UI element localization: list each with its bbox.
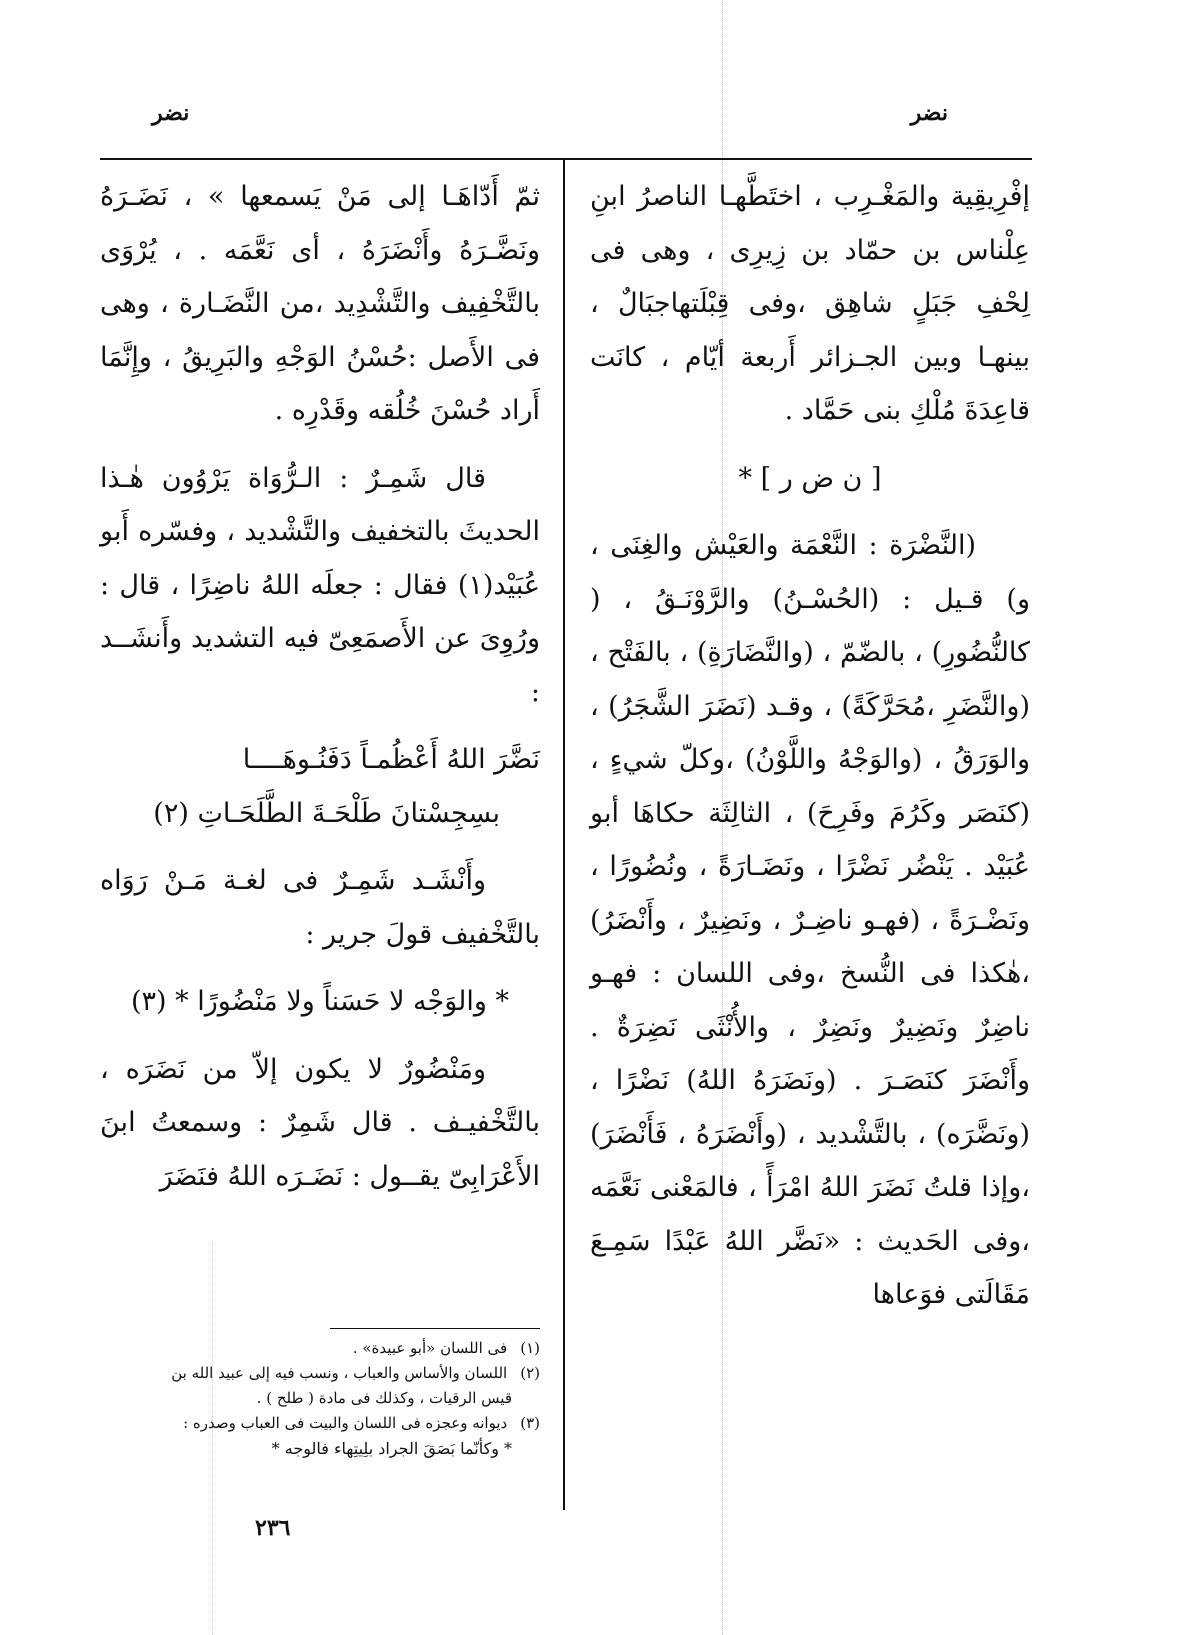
left-paragraph-1: ثمّ أَدّاهَـا إلى مَنْ يَسمعها » ، نَضَـرَهُ ونَضَّـرَهُ وأَنْضَرَهُ ، أى نَعَّمَه . ، يُرْوَى بالتَّخْفِيف والتَّشْدِيد ،من النَّضَـارة ، وهى فى الأَصل :حُسْنُ الوَجْهِ والبَرِيقُ ، وإِنَّمَا أَراد حُسْنَ خُلُقه وقَدْرِه . (100, 181, 540, 426)
header-rule (100, 158, 1032, 160)
verse-line-2: بسِجِسْتانَ طَلْحَـةَ الطَّلَحَـاتِ (٢) (153, 797, 500, 829)
footnote-text: اللسان والأساس والعباب ، ونسب فيه إلى عبيد الله بن (171, 1364, 508, 1382)
page-number: ٢٣٦ (255, 1515, 291, 1541)
footnote-number: (٢) (520, 1364, 540, 1382)
column-divider (563, 158, 565, 1510)
footnote-rule (330, 1328, 540, 1329)
verse-line-1: نَضَّرَ اللهُ أَعْظُمـاً دَفَنُـوهَــــا (242, 744, 540, 775)
left-paragraph-4: ومَنْضُورٌ لا يكون إلاّ من نَضَرَه ، بالتَّخْفيـف . قال شَمِرٌ : وسمعتُ ابنَ الأَعْرَابِىّ يقــول : نَضَـرَه اللهُ فنَضَرَ (100, 1053, 540, 1192)
running-header-left: نضر (152, 100, 190, 126)
footnote-number: (٣) (520, 1414, 540, 1432)
footnotes (100, 1336, 540, 1461)
verse-line-3: * والوَجْه لا حَسَناً ولا مَنْضُورًا * (٣) (130, 986, 510, 1017)
left-paragraph-3: وأَنْشَـد شَمِـرٌ فى لغـة مَـنْ رَوَاه بالتَّخْفيف قولَ جرير : (100, 865, 540, 950)
running-header-right: نضر (910, 100, 948, 126)
right-column (590, 170, 1030, 1322)
left-paragraph-2: قال شَمِـرٌ : الـرُّوَاة يَرْوُون هٰـذا الحديثَ بالتخفيف والتَّشْديد ، وفسّره أَبو عُبَيْد(١) فقال : جعلَه اللهُ ناضِرًا ، قال : ورُوِىَ عن الأَصمَعِىّ فيه التشديد وأَنشَــد : (100, 462, 540, 708)
footnote-number: (١) (520, 1339, 540, 1357)
footnote-2 (100, 1361, 540, 1386)
root-heading: [ ن ض ر ] * (738, 462, 882, 494)
right-paragraph-1: إفْرِيقِية والمَغْـرِب ، اختَطَّهـا الناصرُ ابنِ عِلْناس بن حمّاد بن زِيرِى ، وهى فى لِحْفِ جَبَلٍ شاهِق ،وفى قِبْلَتهاجبَالٌ ، بينهـا وبين الجـزائر أَربعة أيّام ، كانَت قاعِدَةَ مُلْكِ بنى حَمَّاد . (590, 181, 1030, 426)
footnote-3 (100, 1411, 540, 1436)
footnote-text: فى اللسان «أبو عبيدة» . (352, 1339, 508, 1357)
footnote-1 (100, 1336, 540, 1361)
footnote-2-continued: قيس الرقيات ، وكذلك فى مادة ( طلح ) . (256, 1389, 512, 1407)
footnote-3-continued: * وكأنّما بَصَقَ الجراد بلِيتِهاء فالوجه * (271, 1439, 512, 1458)
left-column (100, 170, 540, 1203)
right-paragraph-2: (النَّضْرَة : النَّعْمَة والعَيْش والغِنَى ، و) قـيل : (الحُسْـنُ) والرَّوْنَـقُ ، ( كالنُّضُورِ) ، بالضّمّ ، (والنَّضَارَةِ) ، بالفَتْح ، (والنَّضَرِ ،مُحَرَّكَةً) ، وقـد (نَضَرَ الشَّجَرُ) ، والوَرَقُ ، (والوَجْهُ واللَّوْنُ) ،وكلّ شيءٍ ، (كنَصَر وكَرُمَ وفَرِحَ) ، الثالِثَة حكاهَا أبو عُبَيْد . يَنْضُر نَضْرًا ، ونَضَـارَةً ، ونُضُورًا ، ونَضْـرَةً ، (فهـو ناضِـرٌ ، ونَضِيرٌ ، وأَنْضَرُ) ،هٰكذا فى النُّسخ ،وفى اللسان : فهـو ناضِرٌ ونَضِيرٌ ونَضِرٌ ، والأُنْثَى نَضِرَةٌ . وأَنْضَرَ كنَصَـرَ . (ونَضَرَهُ اللهُ) نَضْرًا ، (ونَضَّرَه) ، بالتَّشْديد ، (وأَنْضَرَهُ ، فَأَنْضَرَ) ،وإذا قلتُ نَضَرَ اللهُ امْرَأً ، فالمَعْنى نَعَّمَه ،وفى الحَديث : «نَضَّر اللهُ عَبْدًا سَمِـعَ مَقَالَتى فوَعاها (590, 530, 1030, 1310)
footnote-text: ديوانه وعجزه فى اللسان والبيت فى العباب وصدره : (183, 1414, 508, 1432)
